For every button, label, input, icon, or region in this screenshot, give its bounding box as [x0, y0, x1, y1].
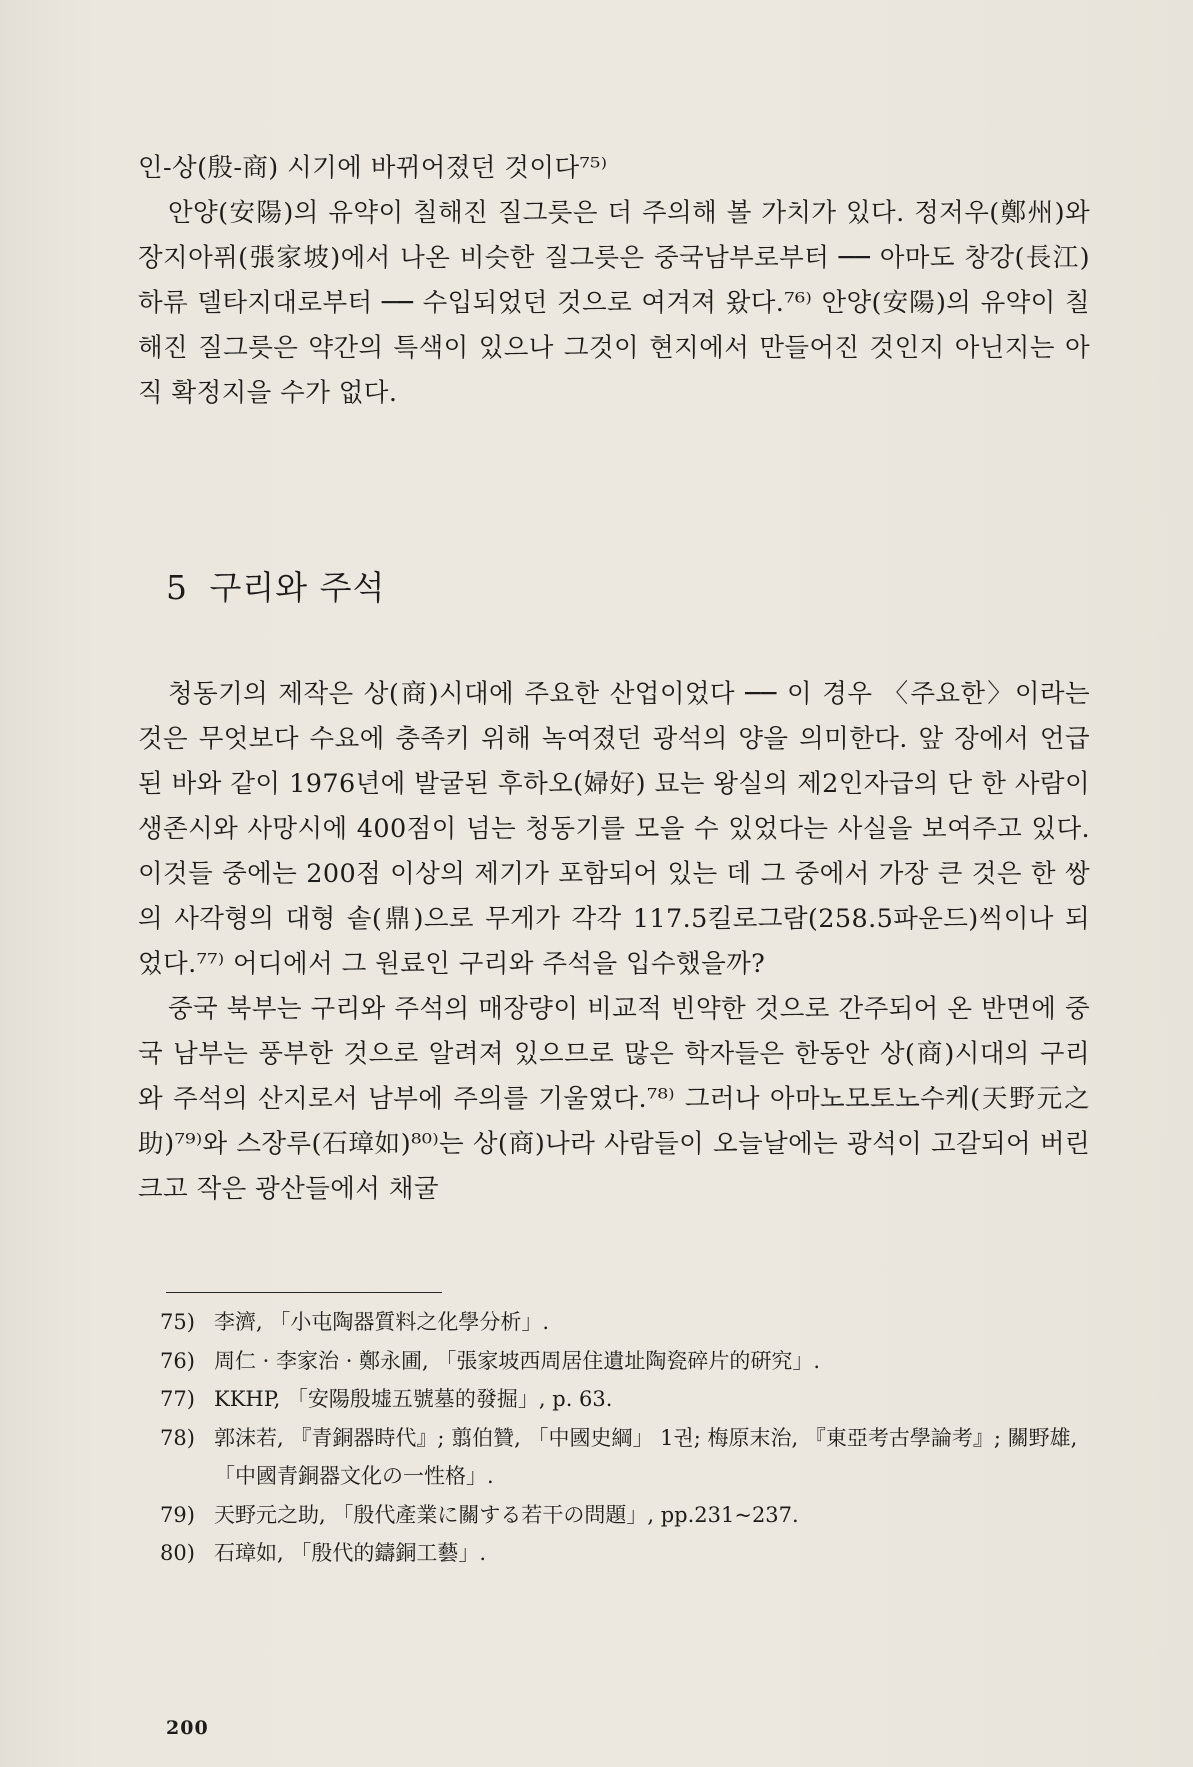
footnote-text: 李濟, 「小屯陶器質料之化學分析」. — [214, 1310, 550, 1334]
footnote — [160, 1303, 1095, 1342]
section-heading — [166, 566, 385, 610]
footnote-number: 75) — [160, 1310, 195, 1334]
footnote-number: 78) — [160, 1425, 195, 1450]
footnote-number: 80) — [160, 1541, 195, 1565]
paragraph-glazed-pottery: 안양(安陽)의 유약이 칠해진 질그릇은 더 주의해 볼 가치가 있다. 정저우(鄭州)와 장지아퓌(張家坡)에서 나온 비슷한 질그릇은 중국남부로부터 ── 아마도 창강(長江) 하류 델타지대로부터 ── 수입되었던 것으로 여겨져 왔다.⁷⁶⁾ 안양(安陽)의 유약이 칠해진 질그릇은 약간의 특색이 있으나 그것이 현지에서 만들어진 것인지 아닌지는 아직 확정지을 수가 없다. — [138, 198, 1090, 408]
footnotes — [160, 1303, 1095, 1573]
footnote-text: 郭沫若, 『青銅器時代』; 翦伯贊, 「中國史綱」 1권; 梅原末治, 『東亞考古學論考』; 關野雄, 「中國青銅器文化の一性格」. — [214, 1425, 1078, 1488]
footnote — [160, 1534, 1095, 1573]
footnote-number: 77) — [160, 1387, 195, 1411]
footnote-text: 天野元之助, 「殷代產業に關する若干の問題」, pp.231~237. — [214, 1502, 799, 1527]
footnote — [160, 1342, 1095, 1381]
footnote-number: 76) — [160, 1348, 195, 1373]
paragraph-copper-tin-sources: 중국 북부는 구리와 주석의 매장량이 비교적 빈약한 것으로 간주되어 온 반면에 중국 남부는 풍부한 것으로 알려져 있으므로 많은 학자들은 한동안 상(商)시대의 구리와 주석의 산지로서 남부에 주의를 기울였다.⁷⁸⁾ 그러나 아마노모토노수케(天野元之助)⁷⁹⁾와 스장루(石璋如)⁸⁰⁾는 상(商)나라 사람들이 오늘날에는 광석이 고갈되어 버린 크고 작은 광산들에서 채굴 — [138, 994, 1090, 1204]
paragraph-continued: 인-상(殷-商) 시기에 바뀌어졌던 것이다⁷⁵⁾ — [138, 153, 608, 183]
footnote — [160, 1380, 1095, 1419]
footnote-text: 周仁 · 李家治 · 鄭永圃, 「張家坡西周居住遺址陶瓷碎片的硏究」. — [214, 1348, 821, 1373]
section-number: 5 — [166, 568, 188, 607]
footnote — [160, 1419, 1095, 1496]
footnote-divider — [166, 1292, 442, 1293]
section-title: 구리와 주석 — [209, 568, 386, 607]
footnote-text: KKHP, 「安陽殷墟五號墓的發掘」, p. 63. — [214, 1387, 613, 1411]
body-text-top — [138, 146, 1090, 416]
footnote-text: 石璋如, 「殷代的鑄銅工藝」. — [214, 1541, 487, 1565]
body-text-main — [138, 672, 1090, 1212]
paragraph-bronze-production: 청동기의 제작은 상(商)시대에 주요한 산업이었다 ── 이 경우 〈주요한〉이라는 것은 무엇보다 수요에 충족키 위해 녹여졌던 광석의 양을 의미한다. 앞 장에서 언급된 바와 같이 1976년에 발굴된 후하오(婦好) 묘는 왕실의 제2인자급의 단 한 사람이 생존시와 사망시에 400점이 넘는 청동기를 모을 수 있었다는 사실을 보여주고 있다. 이것들 중에는 200점 이상의 제기가 포함되어 있는 데 그 중에서 가장 큰 것은 한 쌍의 사각형의 대형 솥(鼎)으로 무게가 각각 117.5킬로그람(258.5파운드)씩이나 되었다.⁷⁷⁾ 어디에서 그 원료인 구리와 주석을 입수했을까? — [138, 679, 1090, 979]
footnote — [160, 1496, 1095, 1535]
page-number: 200 — [166, 1717, 209, 1739]
footnote-number: 79) — [160, 1502, 195, 1527]
